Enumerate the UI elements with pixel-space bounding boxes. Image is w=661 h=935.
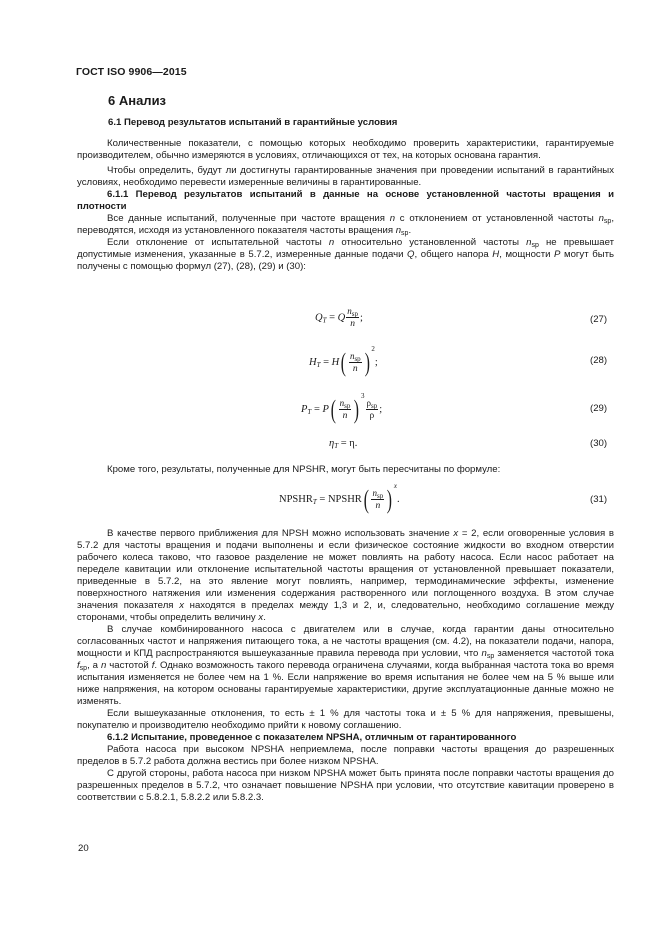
subsection-title-6-1: 6.1 Перевод результатов испытаний в гарантийные условия <box>108 117 398 128</box>
text-block-main <box>77 528 614 804</box>
page-number: 20 <box>78 843 89 854</box>
subsection-title-6-1-2: 6.1.2 Испытание, проведенное с показателем NPSHA, отличным от гарантированного <box>107 732 517 743</box>
equation-number: (28) <box>590 355 608 366</box>
formula-31: $NPSHR_T$ = NPSHR( $\frac{n_{sp}}{n}$ ) $^x$. <box>279 482 400 514</box>
text-block-intro <box>77 138 614 273</box>
formula-27: $Q_T = Q$ $\frac{n_{sp}}{n}$ ; <box>315 306 363 329</box>
paragraph: Количественные показатели, с помощью которых необходимо проверить характеристики, гарантируемые производителем, обычно измеряются в условиях, отличающихся от тех, на которых основана гарантия. <box>77 138 614 161</box>
text-block-npshr <box>77 464 614 476</box>
paragraph: Если вышеуказанные отклонения, то есть ± 1 % для частоты тока и ± 5 % для напряжения, превышены, покупателю и производителю необходимо прийти к новому соглашению. <box>77 708 614 731</box>
paragraph: Если отклонение от испытательной частоты n относительно установленной частоты $n_{sp}$ не превышает допустимые изменения, указанные в 5.7.2, измеренные данные подачи Q, общего напора H, мощности P могут быть получены с помощью формул (27), (28), (29) и (30): <box>77 237 614 272</box>
subsection-title-6-1-1: 6.1.1 Перевод результатов испытаний в данные на основе установленной частоты вращения и плотности <box>77 189 614 212</box>
equation-number: (30) <box>590 438 608 449</box>
document-code: ГОСТ ISO 9906—2015 <box>76 66 187 78</box>
paragraph: В качестве первого приближения для NPSH можно использовать значение x = 2, если оговоренные условия в 5.7.2 для частоты вращения и подачи выполнены и если физическое состояние жидкости во входном отверстии рабочего колеса таково, что газовое разделение не может повлиять на работу насоса. Если насос работает на переделе кавитации или отклонение испытательной частоты вращения от установленной превышает показатели, приведенные в 5.7.2, на это явление могут повлиять, например, термодинамические эффекты, изменение поверхностного натяжения или изменения содержания растворенного или поглощенного воздуха. В этом случае значения показателя x находятся в пределах между 1,3 и 2, и, следовательно, необходимо соглашение между сторонами, чтобы определить величину x. <box>77 528 614 623</box>
equation-number: (31) <box>590 494 608 505</box>
paragraph: Чтобы определить, будут ли достигнуты гарантированные значения при проведении испытаний в гарантийных условиях, необходимо перевести измеренные величины в гарантированные. <box>77 165 614 188</box>
equation-number: (27) <box>590 314 608 325</box>
paragraph: Все данные испытаний, полученные при частоте вращения n с отклонением от установленной частоты $n_{sp}$, переводятся, исходя из установленного показателя частоты вращения $n_{sp}$. <box>77 213 614 237</box>
equation-number: (29) <box>590 403 608 414</box>
formula-29: $P_T = P$( $\frac{n_{sp}}{n}$ ) $^3$ $\frac{\rho_{sp}}{\rho}$ ; <box>301 392 383 424</box>
paragraph: С другой стороны, работа насоса при низком NPSHA может быть принята после поправки частоты вращения до разрешенных пределов в 5.7.2, что означает повышение NPSHA при условии, что отсутствие кавитации проверено в соответствии с 5.8.2.1, 5.8.2.2 или 5.8.2.3. <box>77 768 614 803</box>
section-title: 6 Анализ <box>108 93 167 108</box>
paragraph: Работа насоса при высоком NPSHA неприемлема, после поправки частоты вращения до разрешенных пределов в 5.7.2 работа должна вестись при более низком NPSHA. <box>77 744 614 767</box>
formula-28: $H_T = H$( $\frac{n_{sp}}{n}$ ) $^2$; <box>309 345 378 377</box>
formula-30: $\eta_T = \eta$. <box>329 438 358 450</box>
paragraph: В случае комбинированного насоса с двигателем или в случае, когда гарантии даны относительно согласованных частот и напряжения питающего тока, а не частоты вращения (см. 4.2), на показатели подачи, напора, мощности и КПД распространяются вышеуказанные правила перевода при условии, что $n_{sp}$ заменяется частотой тока $f_{sp}$, а n частотой f. Однако возможность такого перевода ограничена случаями, когда выбранная частота тока во время испытания изменяется не более чем на 1 %. Если напряжение во время испытания не более чем на 5 % выше или ниже напряжения, на котором основаны гарантируемые характеристики, другие эксплуатационные данные можно не изменять. <box>77 624 614 707</box>
paragraph: Кроме того, результаты, полученные для NPSHR, могут быть пересчитаны по формуле: <box>107 464 501 475</box>
